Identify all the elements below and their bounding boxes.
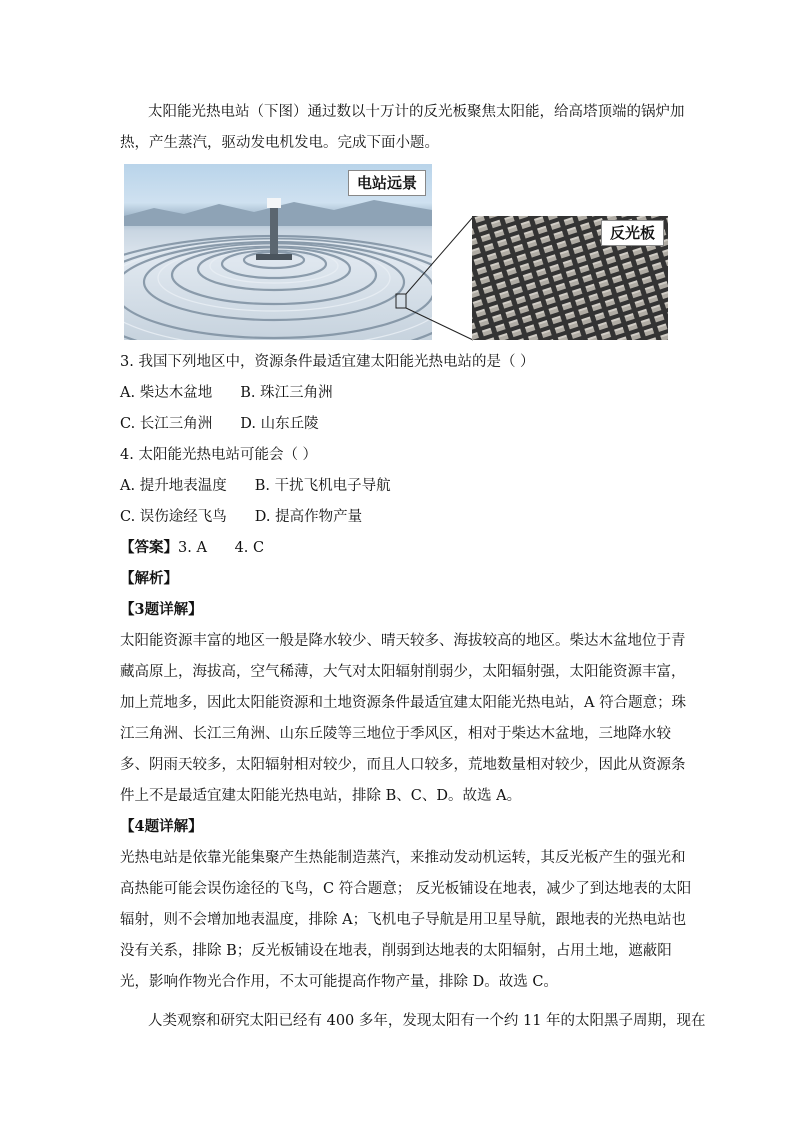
reflector-caption: 反光板 bbox=[601, 220, 664, 246]
next-passage-line-1: 人类观察和研究太阳已经有 400 多年，发现太阳有一个约 11 年的太阳黑子周期，现在 bbox=[148, 1013, 706, 1029]
question-4-options-row-2 bbox=[120, 507, 362, 527]
question-3-options-row-2 bbox=[120, 414, 319, 434]
answer-label: 【答案】 bbox=[120, 539, 178, 556]
question-3-option-c: C. 长江三角洲 bbox=[120, 416, 213, 432]
station-distant-view-caption: 电站远景 bbox=[348, 170, 426, 196]
question-3-stem: 3. 我国下列地区中，资源条件最适宜建太阳能光热电站的是（ ） bbox=[120, 354, 535, 370]
question-4-option-a: A. 提升地表温度 bbox=[120, 478, 227, 494]
answer-values: 3. A 4. C bbox=[178, 540, 265, 556]
detail-4-line: 高热能可能会误伤途径的飞鸟，C 符合题意； 反光板铺设在地表，减少了到达地表的太阳 bbox=[120, 881, 692, 897]
answer-line bbox=[120, 538, 264, 558]
reflector-closeup-photo bbox=[472, 216, 668, 340]
detail-3-line: 太阳能资源丰富的地区一般是降水较少、晴天较多、海拔较高的地区。柴达木盆地位于青 bbox=[120, 633, 686, 649]
question-3-options-row-1 bbox=[120, 383, 333, 403]
detail-4-heading: 【4题详解】 bbox=[120, 818, 203, 835]
detail-4-line: 辐射，则不会增加地表温度，排除 A；飞机电子导航是用卫星导航，跟地表的光热电站也 bbox=[120, 912, 687, 928]
analysis-heading: 【解析】 bbox=[120, 570, 178, 587]
detail-4-line: 没有关系，排除 B；反光板铺设在地表，削弱到达地表的太阳辐射，占用土地，遮蔽阳 bbox=[120, 943, 672, 959]
question-4-option-b: B. 干扰飞机电子导航 bbox=[254, 478, 391, 494]
question-4-options-row-1 bbox=[120, 476, 391, 496]
question-4-option-d: D. 提高作物产量 bbox=[254, 509, 363, 525]
detail-3-line: 件上不是最适宜建太阳能光热电站，排除 B、C、D。故选 A。 bbox=[120, 788, 522, 804]
detail-4-line: 光，影响作物光合作用，不太可能提高作物产量，排除 D。故选 C。 bbox=[120, 974, 558, 990]
question-4-stem: 4. 太阳能光热电站可能会（ ） bbox=[120, 447, 318, 463]
question-3-option-b: B. 珠江三角洲 bbox=[240, 385, 333, 401]
detail-3-line: 多、阴雨天较多，太阳辐射相对较少，而且人口较多，荒地数量相对较少，因此从资源条 bbox=[120, 757, 686, 773]
detail-4-line: 光热电站是依靠光能集聚产生热能制造蒸汽，来推动发动机运转，其反光板产生的强光和 bbox=[120, 850, 686, 866]
question-3-option-d: D. 山东丘陵 bbox=[240, 416, 319, 432]
intro-line-2: 热，产生蒸汽，驱动发电机发电。完成下面小题。 bbox=[120, 135, 439, 151]
detail-3-heading: 【3题详解】 bbox=[120, 601, 203, 618]
question-4-option-c: C. 误伤途经飞鸟 bbox=[120, 509, 227, 525]
detail-3-line: 藏高原上，海拔高，空气稀薄，大气对太阳辐射削弱少，太阳辐射强，太阳能资源丰富， bbox=[120, 664, 686, 680]
solar-station-figure bbox=[124, 164, 670, 342]
intro-line-1: 太阳能光热电站（下图）通过数以十万计的反光板聚焦太阳能，给高塔顶端的锅炉加 bbox=[148, 104, 685, 120]
detail-3-line: 加上荒地多，因此太阳能资源和土地资源条件最适宜建太阳能光热电站，A 符合题意；珠 bbox=[120, 695, 687, 711]
detail-3-line: 江三角洲、长江三角洲、山东丘陵等三地位于季风区，相对于柴达木盆地，三地降水较 bbox=[120, 726, 671, 742]
question-3-option-a: A. 柴达木盆地 bbox=[120, 385, 213, 401]
